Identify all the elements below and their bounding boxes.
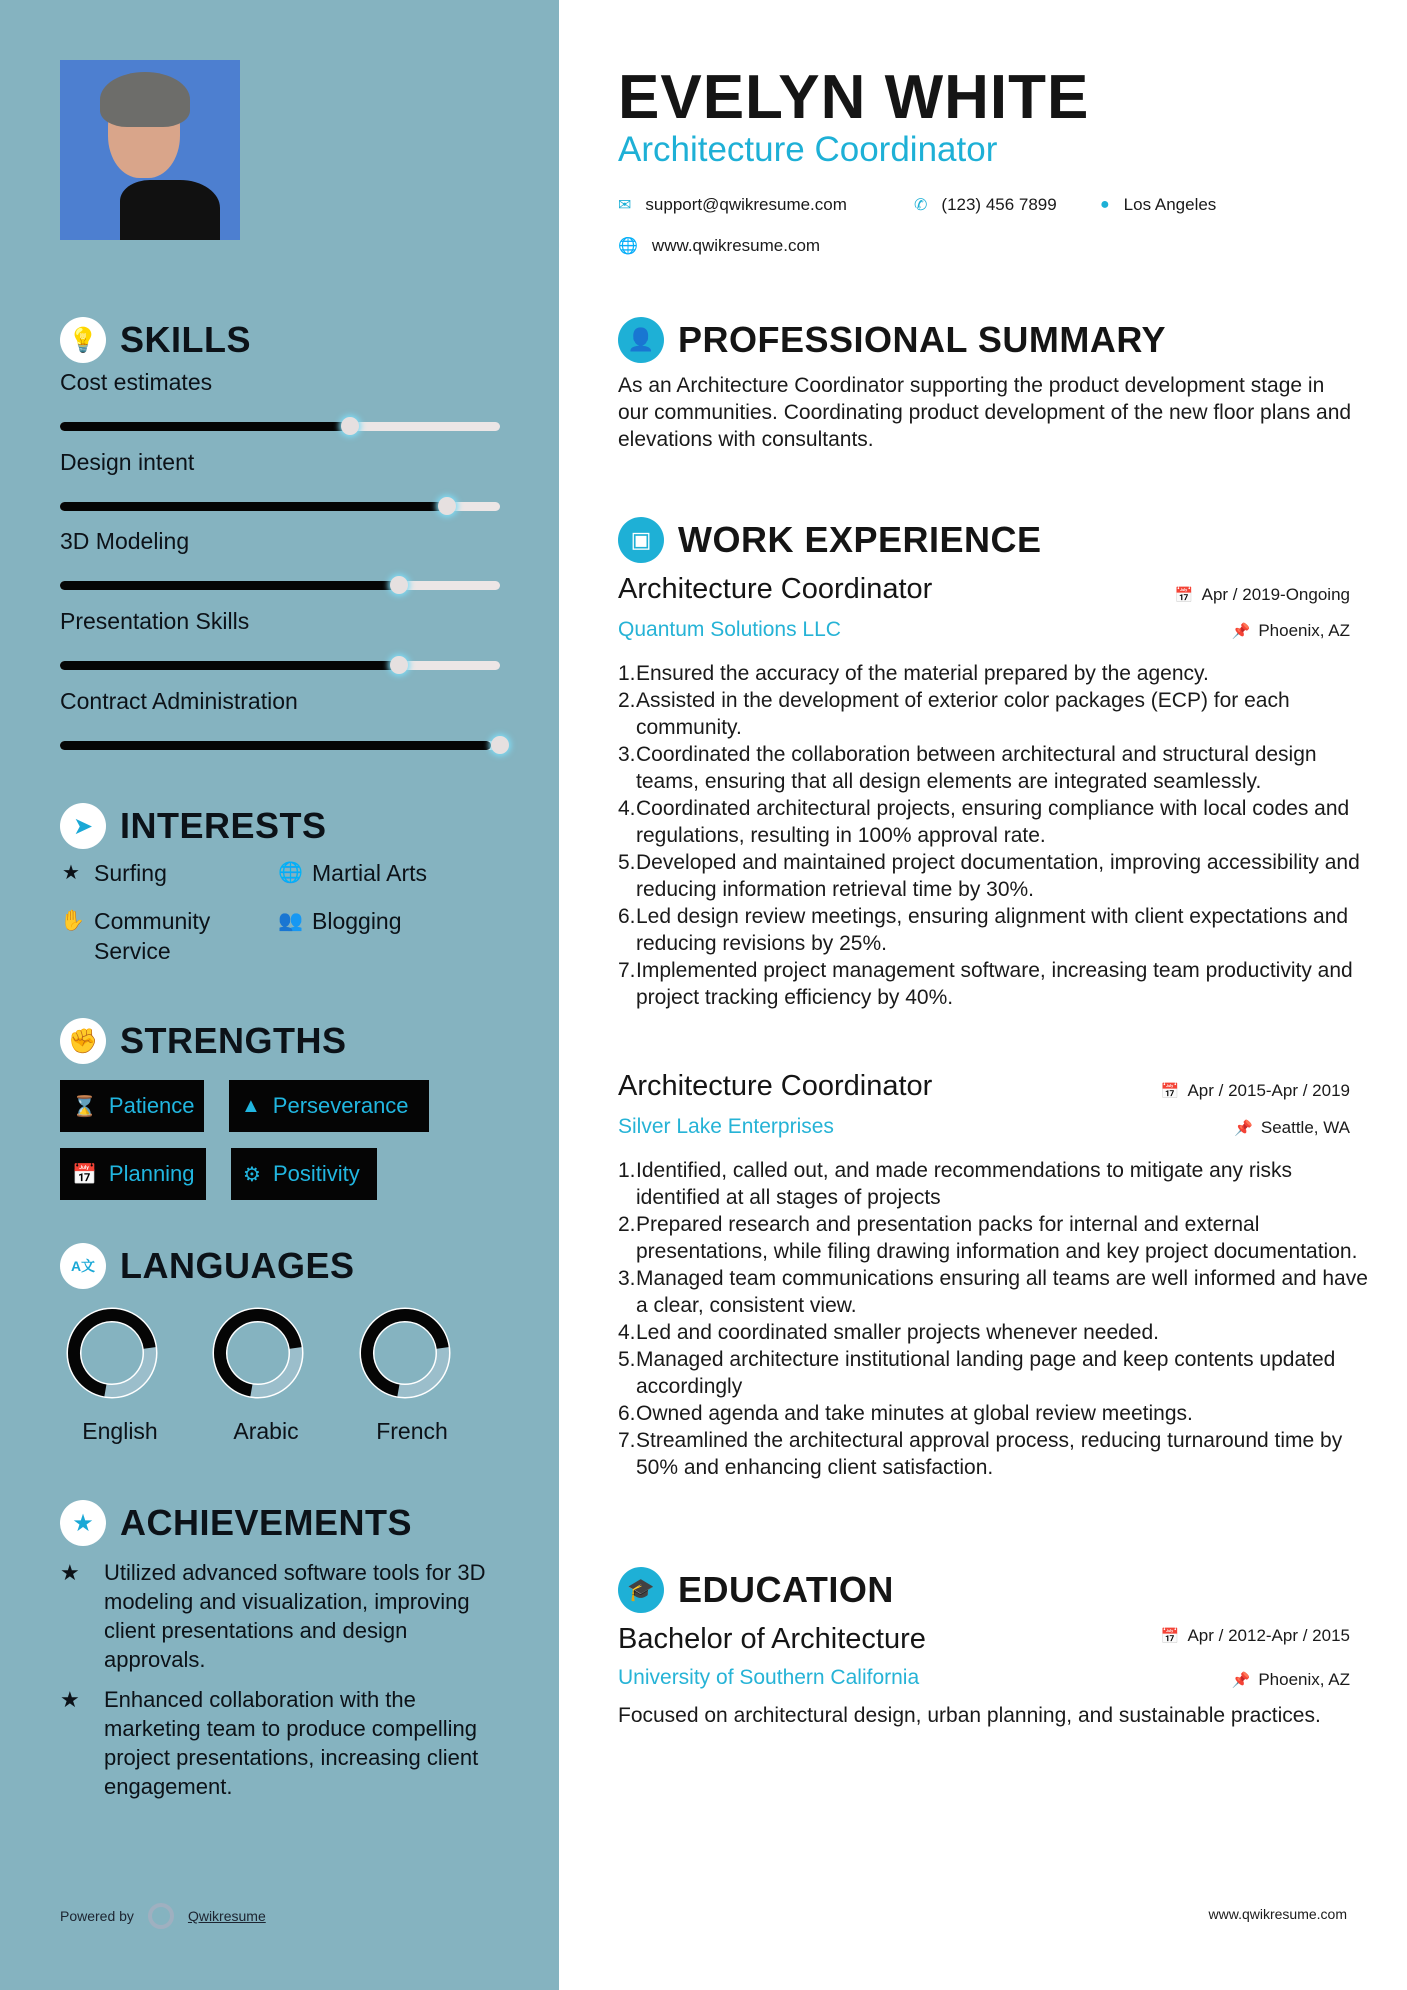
- strength-chip: [60, 1148, 206, 1200]
- calendar-icon: 📅: [72, 1163, 97, 1186]
- shooting-star-icon: ★: [60, 1687, 80, 1712]
- skill-name: Contract Administration: [60, 688, 298, 714]
- location-text: Los Angeles: [1123, 195, 1217, 214]
- job-bullets: [618, 660, 1368, 1011]
- hand-icon: ✋: [60, 910, 85, 932]
- globe-icon: 🌐: [278, 862, 303, 884]
- languages-header: [60, 1243, 355, 1289]
- bullet: 2. Assisted in the development of exterior color packages (ECP) for each community.: [618, 689, 1290, 739]
- bullet: 4. Coordinated architectural projects, ensuring compliance with local codes and regulations, resulting in 100% approval rate.: [618, 797, 1350, 847]
- bullet: 4. Led and coordinated smaller projects whenever needed.: [618, 1321, 1160, 1344]
- paper-plane-icon: ➤: [60, 803, 106, 849]
- users-icon: 👥: [278, 910, 303, 932]
- experience-header: [618, 517, 1042, 563]
- star-icon: ★: [62, 862, 80, 884]
- company-name: Quantum Solutions LLC: [618, 618, 841, 641]
- interests-header: [60, 803, 327, 849]
- lightbulb-icon: 💡: [60, 317, 106, 363]
- summary-title: PROFESSIONAL SUMMARY: [678, 319, 1167, 360]
- profile-photo: [60, 60, 240, 240]
- pushpin-icon: 📌: [1231, 623, 1251, 640]
- skill-bar: [60, 741, 500, 750]
- skill-item: [60, 449, 500, 511]
- candidate-role: Architecture Coordinator: [618, 130, 998, 169]
- contact-email: [618, 195, 847, 215]
- strength-chip: [231, 1148, 377, 1200]
- graduate-icon: 🎓: [618, 1567, 664, 1613]
- translate-icon: A文: [60, 1243, 106, 1289]
- calendar-icon: 📅: [1174, 587, 1194, 604]
- qwikresume-link[interactable]: Qwikresume: [187, 1908, 266, 1924]
- language-donut-english: [66, 1307, 158, 1399]
- job-dates: [1175, 585, 1350, 605]
- education-location: [1232, 1670, 1350, 1690]
- achievements-title: ACHIEVEMENTS: [120, 1502, 413, 1543]
- language-label: Arabic: [233, 1418, 299, 1444]
- website-text[interactable]: www.qwikresume.com: [651, 236, 821, 255]
- job-location: [1234, 1118, 1350, 1138]
- strength-label: Positivity: [272, 1161, 360, 1186]
- bullet: 7. Streamlined the architectural approval process, reducing turnaround time by 50% and enhancing client satisfaction.: [618, 1429, 1343, 1479]
- phone-text: (123) 456 7899: [941, 195, 1057, 214]
- interest-item: [278, 906, 402, 936]
- bullet: 5. Developed and maintained project documentation, improving accessibility and reducing information retrieval time by 30%.: [618, 851, 1360, 901]
- language-donut-french: [359, 1307, 451, 1399]
- job-dates: [1161, 1081, 1350, 1101]
- summary-header: [618, 317, 1166, 363]
- strength-chip: [60, 1080, 204, 1132]
- skill-bar: [60, 502, 500, 511]
- achievements-header: [60, 1500, 412, 1546]
- achievement-text: Utilized advanced software tools for 3D modeling and visualization, improving client presentations and design approvals.: [104, 1560, 486, 1672]
- language-donut-arabic: [212, 1307, 304, 1399]
- skill-item: [60, 369, 500, 431]
- interest-item: [278, 858, 427, 888]
- location-text: Phoenix, AZ: [1258, 1670, 1350, 1689]
- calendar-icon: 📅: [1160, 1628, 1180, 1645]
- skill-bar: [60, 581, 500, 590]
- skill-item: [60, 528, 500, 590]
- achievement-text: Enhanced collaboration with the marketing team to produce compelling project presentations, increasing client engagement.: [104, 1687, 479, 1799]
- location-text: Phoenix, AZ: [1258, 621, 1350, 640]
- road-icon: ▲: [241, 1094, 261, 1117]
- experience-title: WORK EXPERIENCE: [678, 519, 1042, 560]
- powered-by: [60, 1903, 266, 1929]
- bullet: 5. Managed architecture institutional landing page and keep contents updated accordingly: [618, 1348, 1336, 1398]
- interests-title: INTERESTS: [120, 805, 327, 846]
- contact-website: [618, 236, 820, 256]
- skill-name: 3D Modeling: [60, 528, 190, 554]
- bullet: 1. Ensured the accuracy of the material prepared by the agency.: [618, 662, 1209, 685]
- education-dates: [1161, 1626, 1350, 1646]
- achievement-item: [60, 1685, 500, 1801]
- school-name: University of Southern California: [618, 1666, 920, 1689]
- skills-title: SKILLS: [120, 319, 252, 360]
- chair-icon: ▣: [618, 517, 664, 563]
- interest-label: Surfing: [94, 860, 167, 886]
- qwikresume-logo-icon: [148, 1903, 174, 1929]
- skill-name: Design intent: [60, 449, 195, 475]
- skill-name: Presentation Skills: [60, 608, 250, 634]
- shooting-star-icon: ★: [60, 1560, 80, 1585]
- strength-chip: [229, 1080, 429, 1132]
- fist-icon: ✊: [60, 1018, 106, 1064]
- hourglass-icon: ⌛: [72, 1095, 97, 1118]
- skills-header: [60, 317, 251, 363]
- map-pin-icon: ●: [1100, 196, 1110, 213]
- skill-item: [60, 688, 500, 750]
- bullet: 7. Implemented project management software, increasing team productivity and project tracking efficiency by 40%.: [618, 959, 1353, 1009]
- interest-label: Blogging: [312, 908, 402, 934]
- footer-website[interactable]: www.qwikresume.com: [1208, 1906, 1347, 1922]
- interest-item: [60, 858, 167, 888]
- interest-item: [60, 906, 260, 966]
- achievement-item: [60, 1558, 500, 1674]
- education-title: EDUCATION: [678, 1569, 894, 1610]
- pushpin-icon: 📌: [1234, 1120, 1253, 1137]
- contact-location: [1100, 195, 1216, 215]
- skill-bar: [60, 661, 500, 670]
- job-location: [1232, 621, 1350, 641]
- job-bullets: [618, 1157, 1368, 1481]
- bullet: 6. Owned agenda and take minutes at global review meetings.: [618, 1402, 1193, 1425]
- email-text[interactable]: support@qwikresume.com: [645, 195, 847, 214]
- powered-by-label: Powered by: [60, 1908, 134, 1924]
- contact-phone: [914, 195, 1057, 215]
- language-label: English: [82, 1418, 158, 1444]
- company-name: Silver Lake Enterprises: [618, 1115, 834, 1138]
- calendar-icon: 📅: [1160, 1083, 1180, 1100]
- strength-label: Planning: [108, 1161, 195, 1186]
- location-text: Seattle, WA: [1260, 1118, 1350, 1137]
- education-text: Focused on architectural design, urban planning, and sustainable practices.: [618, 1704, 1321, 1727]
- globe-icon: 🌐: [618, 238, 638, 255]
- pushpin-icon: 📌: [1231, 1672, 1251, 1689]
- phone-icon: ✆: [914, 197, 928, 214]
- job-title: Architecture Coordinator: [618, 573, 933, 605]
- interest-label: Martial Arts: [312, 860, 428, 886]
- sidebar: [0, 0, 559, 1990]
- candidate-name: EVELYN WHITE: [618, 63, 1090, 132]
- skill-bar: [60, 422, 500, 431]
- summary-text: As an Architecture Coordinator supporting the product development stage in our communities. Coordinating product development of the new floor plans and elevations with consultants.: [618, 374, 1352, 451]
- job-title: Architecture Coordinator: [618, 1070, 933, 1102]
- user-icon: 👤: [618, 317, 664, 363]
- degree-title: Bachelor of Architecture: [618, 1623, 926, 1655]
- bullet: 3. Coordinated the collaboration between architectural and structural design teams, ensuring that all design elements are integrated seamlessly.: [618, 743, 1317, 793]
- bullet: 2. Prepared research and presentation packs for internal and external presentations, while filing drawing information and key project documentation.: [618, 1213, 1358, 1263]
- shooting-star-icon: ★: [60, 1500, 106, 1546]
- languages-title: LANGUAGES: [120, 1245, 355, 1286]
- bullet: 6. Led design review meetings, ensuring alignment with client expectations and reducing revisions by 25%.: [618, 905, 1349, 955]
- strengths-title: STRENGTHS: [120, 1020, 347, 1061]
- strengths-header: [60, 1018, 347, 1064]
- main-content: [559, 0, 1407, 1990]
- strength-label: Perseverance: [272, 1093, 409, 1118]
- sun-icon: ⚙: [243, 1163, 261, 1186]
- education-header: [618, 1567, 894, 1613]
- dates-text: Apr / 2012-Apr / 2015: [1187, 1626, 1350, 1645]
- envelope-icon: ✉: [618, 197, 632, 214]
- language-label: French: [376, 1418, 448, 1444]
- bullet: 1. Identified, called out, and made recommendations to mitigate any risks identified at all stages of projects: [618, 1159, 1293, 1209]
- dates-text: Apr / 2019-Ongoing: [1201, 585, 1350, 604]
- skill-name: Cost estimates: [60, 369, 213, 395]
- dates-text: Apr / 2015-Apr / 2019: [1187, 1081, 1350, 1100]
- bullet: 3. Managed team communications ensuring all teams are well informed and have a clear, consistent view.: [618, 1267, 1368, 1317]
- strength-label: Patience: [108, 1093, 195, 1118]
- interest-label: Community Service: [94, 908, 211, 964]
- skill-item: [60, 608, 500, 670]
